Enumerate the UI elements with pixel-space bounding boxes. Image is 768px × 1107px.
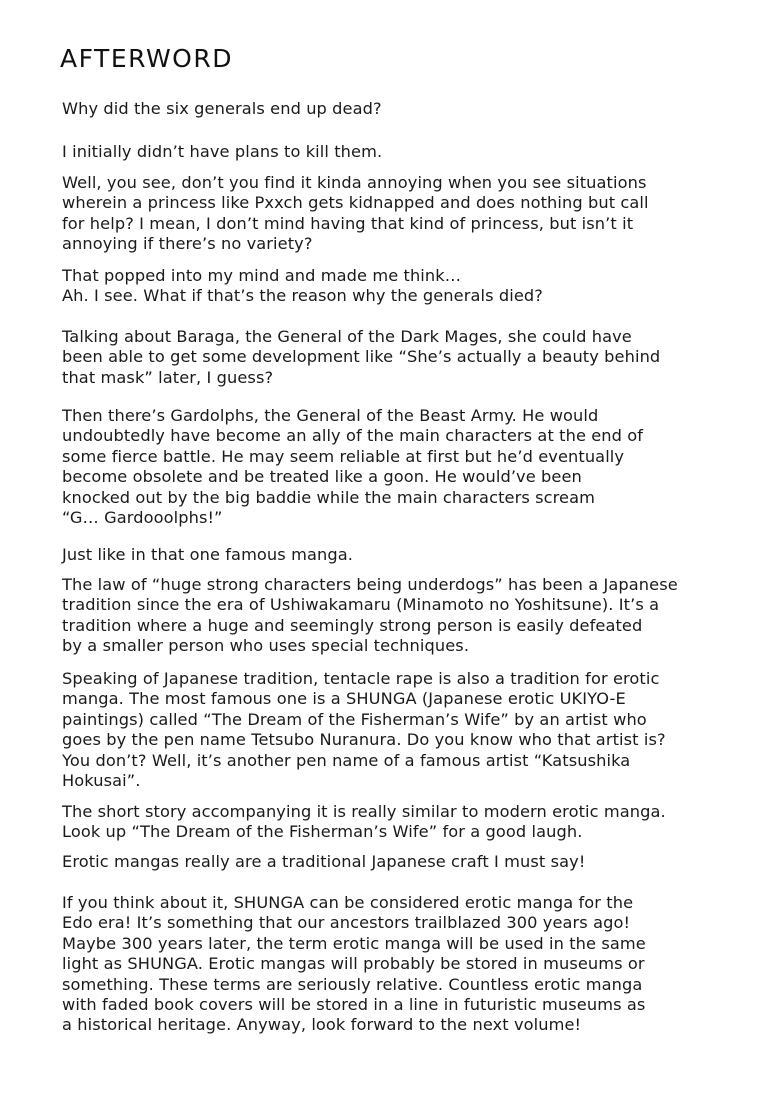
paragraph-12 (62, 893, 722, 1036)
paragraph-line: Then there’s Gardolphs, the General of the Beast Army. He would (62, 406, 599, 425)
paragraph-9 (62, 669, 722, 791)
paragraph-line: something. These terms are seriously relative. Countless erotic manga (62, 974, 643, 994)
paragraph-line: been able to get some development like “She’s actually a beauty behind (62, 347, 661, 367)
paragraph-line: Maybe 300 years later, the term erotic manga will be used in the same (62, 933, 646, 953)
paragraph-line: some fierce battle. He may seem reliable at first but he’d eventually (62, 446, 625, 466)
paragraph-line: Why did the six generals end up dead? (62, 99, 382, 118)
paragraph-line: The short story accompanying it is really similar to modern erotic manga. (62, 802, 666, 821)
paragraph-5 (62, 327, 722, 388)
paragraph-line: become obsolete and be treated like a goon. He would’ve been (62, 467, 582, 487)
paragraph-6 (62, 406, 722, 528)
paragraph-3 (62, 173, 722, 255)
paragraph-line: Just like in that one famous manga. (62, 545, 353, 564)
paragraph-line: You don’t? Well, it’s another pen name of a famous artist “Katsushika (62, 750, 631, 770)
paragraph-line: tradition since the era of Ushiwakamaru (Minamoto no Yoshitsune). It’s a (62, 595, 660, 615)
paragraph-7 (62, 545, 722, 565)
paragraph-line: paintings) called “The Dream of the Fisherman’s Wife” by an artist who (62, 709, 647, 729)
paragraph-line: by a smaller person who uses special techniques. (62, 636, 470, 656)
paragraph-line: Look up “The Dream of the Fisherman’s Wife” for a good laugh. (62, 822, 583, 842)
paragraph-line: Erotic mangas really are a traditional Japanese craft I must say! (62, 852, 586, 871)
paragraph-line: Speaking of Japanese tradition, tentacle rape is also a tradition for erotic (62, 669, 660, 688)
paragraph-line: tradition where a huge and seemingly strong person is easily defeated (62, 615, 643, 635)
paragraph-line: with faded book covers will be stored in a line in futuristic museums as (62, 995, 646, 1015)
paragraph-line: “G… Gardooolphs!” (62, 508, 223, 528)
paragraph-line: for help? I mean, I don’t mind having that kind of princess, but isn’t it (62, 213, 634, 233)
paragraph-line: The law of “huge strong characters being underdogs” has been a Japanese (62, 575, 678, 594)
paragraph-line: Well, you see, don’t you find it kinda annoying when you see situations (62, 173, 647, 192)
paragraph-8 (62, 575, 722, 657)
paragraph-line: wherein a princess like Pxxch gets kidnapped and does nothing but call (62, 193, 649, 213)
paragraph-line: That popped into my mind and made me think… (62, 266, 462, 285)
paragraph-line: Edo era! It’s something that our ancestors trailblazed 300 years ago! (62, 913, 631, 933)
paragraph-4 (62, 266, 722, 307)
paragraph-line: a historical heritage. Anyway, look forward to the next volume! (62, 1015, 582, 1035)
paragraph-line: Talking about Baraga, the General of the Dark Mages, she could have (62, 327, 632, 346)
paragraph-line: Hokusai”. (62, 771, 141, 791)
paragraph-line: I initially didn’t have plans to kill them. (62, 142, 383, 161)
paragraph-2 (62, 142, 722, 162)
paragraph-11 (62, 852, 722, 872)
paragraph-line: annoying if there’s no variety? (62, 234, 313, 254)
paragraph-line: knocked out by the big baddie while the main characters scream (62, 487, 595, 507)
paragraph-line: goes by the pen name Tetsubo Nuranura. Do you know who that artist is? (62, 730, 666, 750)
paragraph-1 (62, 99, 722, 119)
paragraph-line: manga. The most famous one is a SHUNGA (Japanese erotic UKIYO-E (62, 689, 626, 709)
paragraph-line: undoubtedly have become an ally of the main characters at the end of (62, 426, 644, 446)
paragraph-line: that mask” later, I guess? (62, 367, 274, 387)
paragraph-line: light as SHUNGA. Erotic mangas will probably be stored in museums or (62, 954, 645, 974)
paragraph-line: If you think about it, SHUNGA can be considered erotic manga for the (62, 893, 634, 912)
paragraph-10 (62, 802, 722, 843)
paragraph-line: Ah. I see. What if that’s the reason why the generals died? (62, 286, 543, 306)
page-title: AFTERWORD (60, 44, 233, 73)
